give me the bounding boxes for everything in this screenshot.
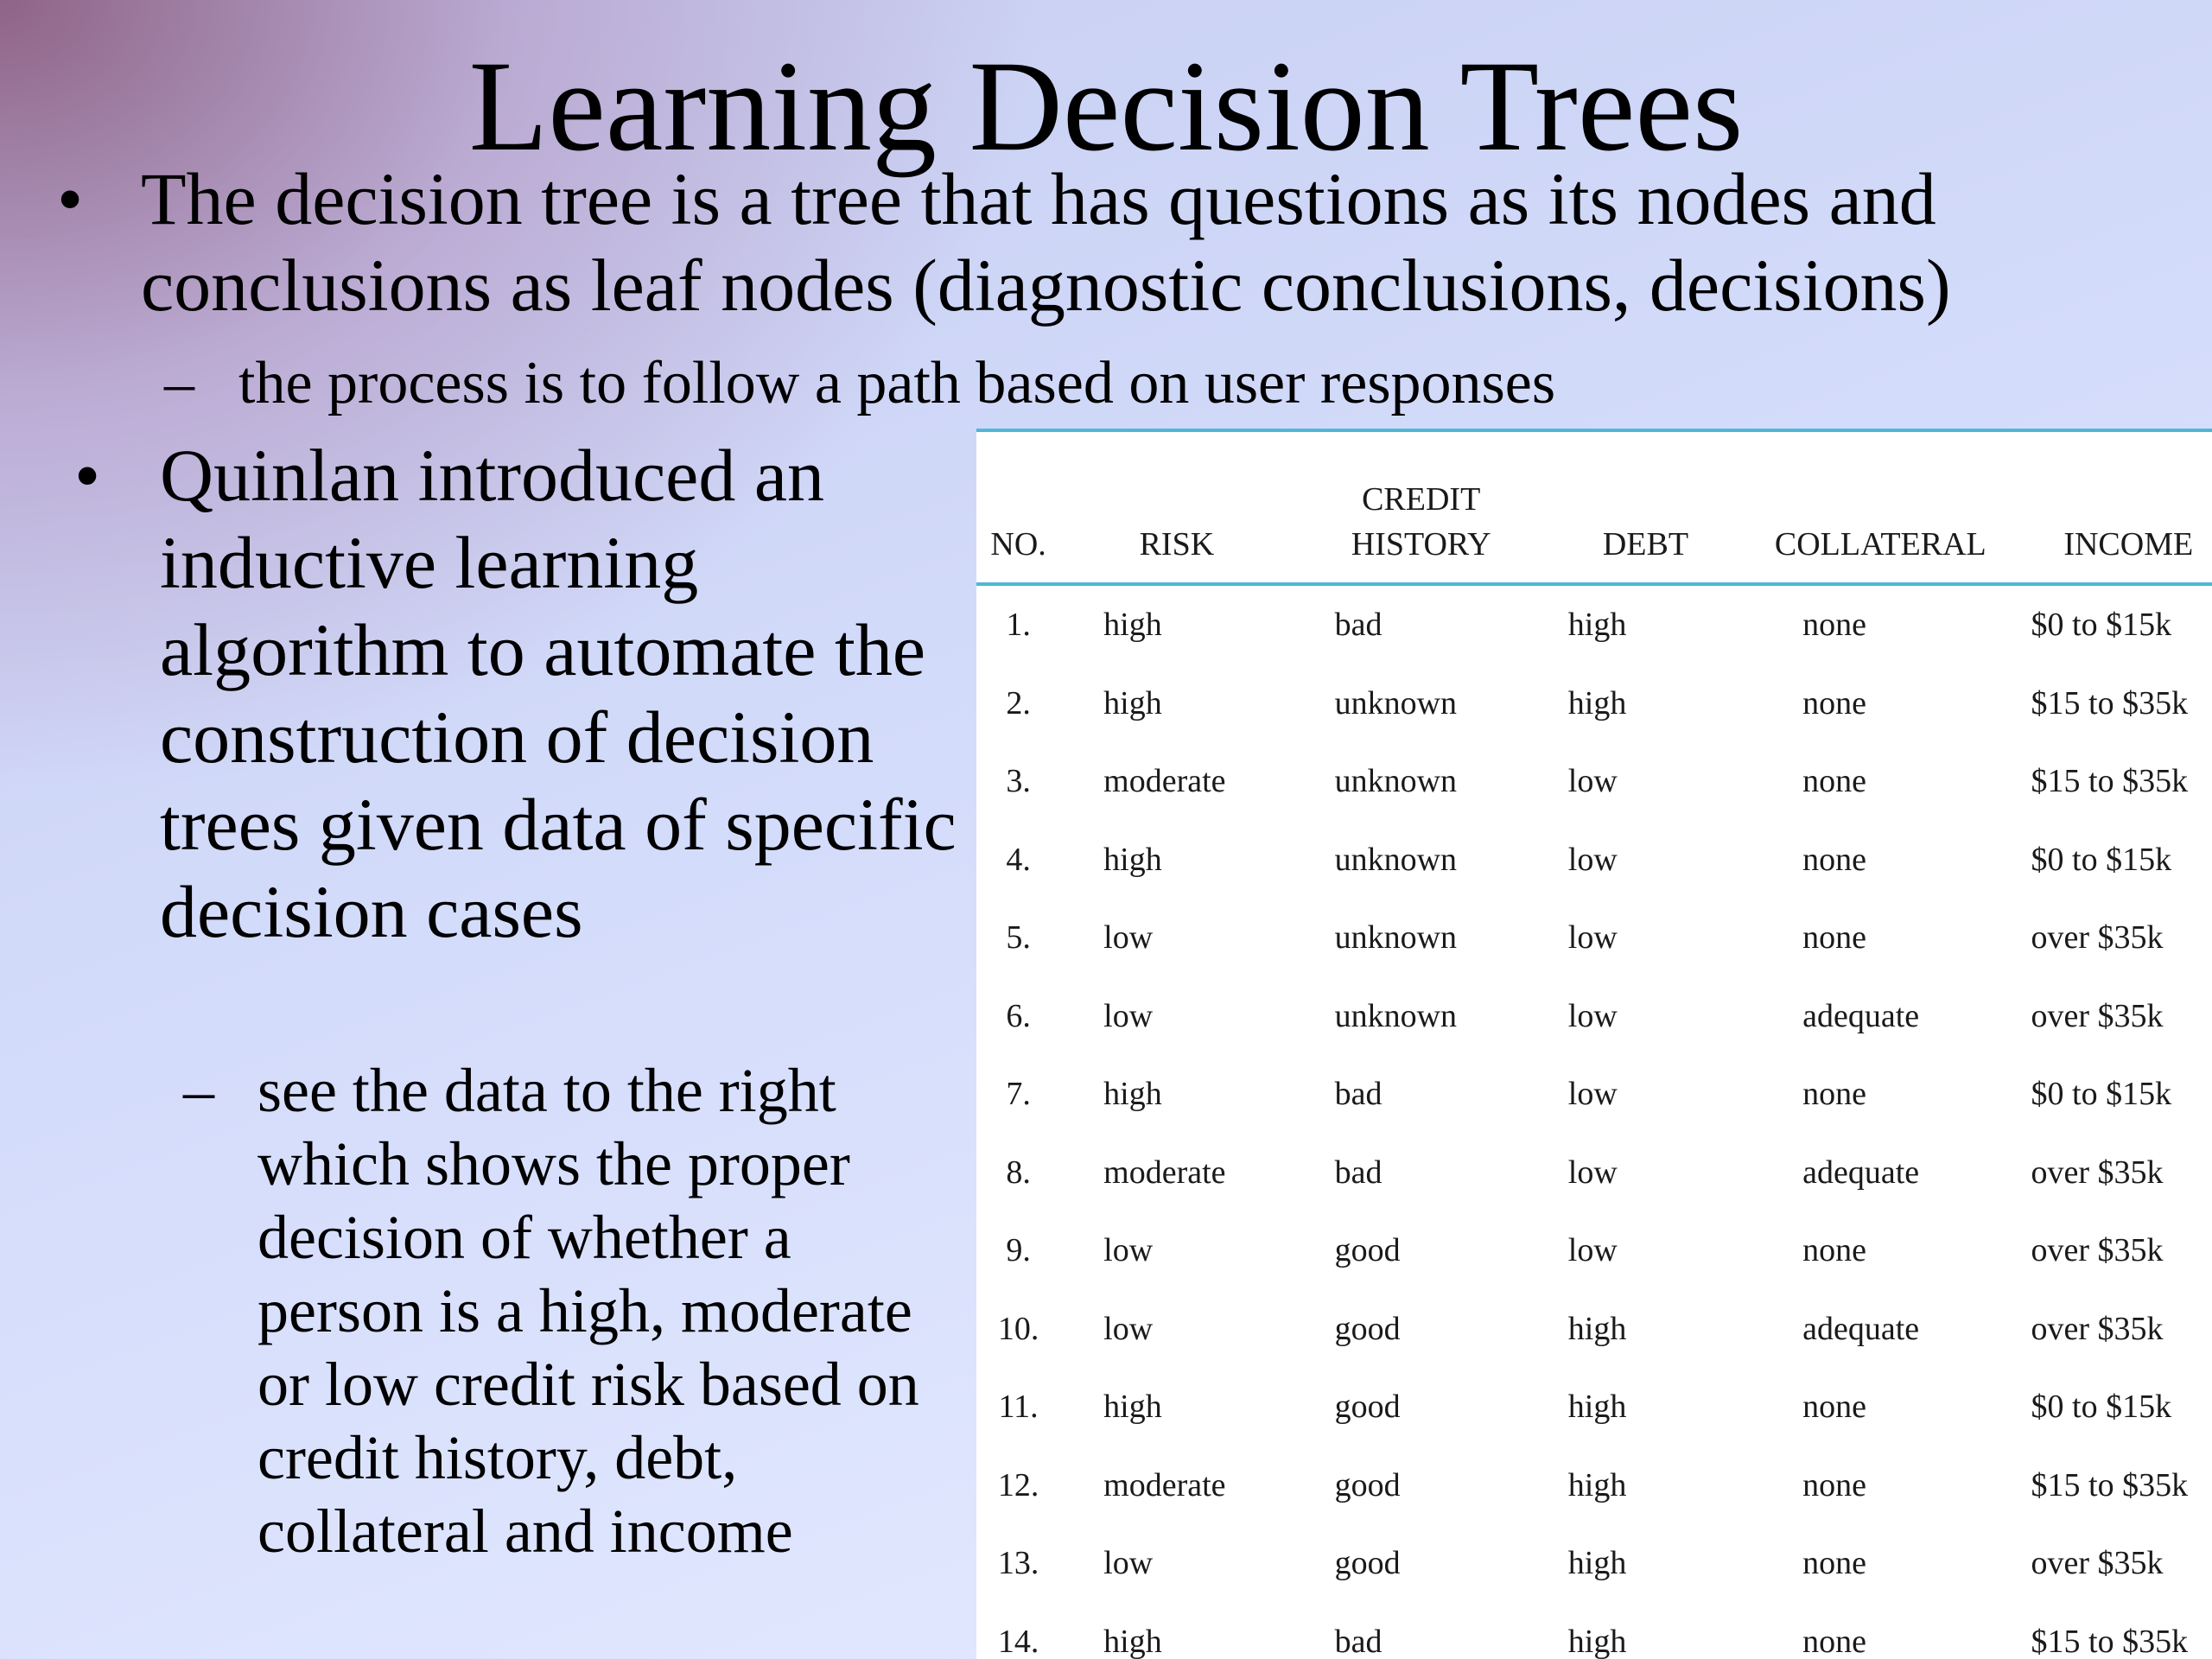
cell-collateral: none: [1802, 607, 1866, 644]
bullet-quinlan: Quinlan introduced an inductive learning algorithm to automate the construction of decision trees given data of specific decision cases: [160, 434, 957, 953]
header-credit-history-line1: CREDIT: [1362, 481, 1481, 518]
table-row: [976, 1446, 2212, 1525]
header-credit-history-line2: HISTORY: [1351, 526, 1491, 563]
cell-income: $15 to $35k: [2031, 1466, 2189, 1503]
cell-no: 7.: [1006, 1076, 1031, 1113]
cell-credit-history: good: [1334, 1466, 1401, 1503]
credit-risk-data-table: [976, 429, 2212, 1659]
cell-collateral: none: [1802, 1232, 1866, 1269]
cell-income: $0 to $15k: [2031, 841, 2172, 878]
cell-no: 12.: [997, 1466, 1039, 1503]
cell-risk: high: [1103, 1389, 1162, 1426]
cell-no: 1.: [1006, 607, 1031, 644]
cell-no: 6.: [1006, 997, 1031, 1034]
slide-title: Learning Decision Trees: [468, 35, 1744, 178]
table-row: [976, 1211, 2212, 1290]
cell-no: 14.: [997, 1623, 1039, 1659]
cell-collateral: none: [1802, 763, 1866, 800]
cell-no: 10.: [997, 1310, 1039, 1347]
table-row: [976, 1524, 2212, 1603]
cell-risk: low: [1103, 1232, 1154, 1269]
cell-credit-history: good: [1334, 1232, 1401, 1269]
cell-credit-history: bad: [1334, 1154, 1382, 1191]
table-row: [976, 1368, 2212, 1446]
cell-credit-history: good: [1334, 1545, 1401, 1582]
cell-income: $15 to $35k: [2031, 763, 2189, 800]
table-row: [976, 1290, 2212, 1369]
cell-risk: moderate: [1103, 1154, 1226, 1191]
cell-risk: high: [1103, 1076, 1162, 1113]
header-credit-history: [1294, 430, 1549, 584]
cell-income: over $35k: [2031, 1232, 2164, 1269]
header-no: NO.: [976, 430, 1060, 584]
cell-credit-history: unknown: [1334, 684, 1458, 721]
cell-credit-history: unknown: [1334, 841, 1458, 878]
sub-bullet-marker: –: [164, 350, 194, 416]
table-row: [976, 584, 2212, 664]
cell-income: over $35k: [2031, 1545, 2164, 1582]
cell-income: $0 to $15k: [2031, 1389, 2172, 1426]
table-row: [976, 977, 2212, 1056]
cell-income: over $35k: [2031, 1154, 2164, 1191]
cell-credit-history: unknown: [1334, 997, 1458, 1034]
cell-credit-history: good: [1334, 1389, 1401, 1426]
header-risk: RISK: [1060, 430, 1293, 584]
cell-debt: high: [1567, 1466, 1627, 1503]
header-debt: DEBT: [1549, 430, 1742, 584]
cell-credit-history: bad: [1334, 607, 1382, 644]
cell-collateral: adequate: [1802, 1310, 1920, 1347]
sub-bullet-marker: –: [183, 1056, 214, 1125]
cell-debt: low: [1567, 1232, 1618, 1269]
cell-risk: low: [1103, 997, 1154, 1034]
cell-collateral: none: [1802, 1389, 1866, 1426]
cell-no: 3.: [1006, 763, 1031, 800]
cell-collateral: none: [1802, 1466, 1866, 1503]
cell-credit-history: unknown: [1334, 919, 1458, 957]
cell-debt: high: [1567, 684, 1627, 721]
cell-no: 11.: [998, 1389, 1039, 1426]
cell-income: over $35k: [2031, 919, 2164, 957]
cell-income: $15 to $35k: [2031, 1623, 2189, 1659]
table-row: [976, 821, 2212, 899]
table-row: [976, 664, 2212, 743]
cell-risk: high: [1103, 607, 1162, 644]
cell-risk: high: [1103, 684, 1162, 721]
cell-debt: low: [1567, 841, 1618, 878]
cell-debt: low: [1567, 763, 1618, 800]
cell-debt: high: [1567, 1389, 1627, 1426]
cell-income: over $35k: [2031, 997, 2164, 1034]
cell-risk: low: [1103, 1545, 1154, 1582]
cell-collateral: none: [1802, 1623, 1866, 1659]
cell-debt: high: [1567, 1545, 1627, 1582]
cell-debt: low: [1567, 1154, 1618, 1191]
cell-credit-history: bad: [1334, 1076, 1382, 1113]
cell-risk: low: [1103, 1310, 1154, 1347]
table-row: [976, 1134, 2212, 1212]
cell-debt: high: [1567, 607, 1627, 644]
bullet-decision-tree-definition: The decision tree is a tree that has questions as its nodes and conclusions as leaf nodes (diagnostic conclusions, decisions): [141, 157, 1951, 327]
cell-collateral: none: [1802, 841, 1866, 878]
cell-income: over $35k: [2031, 1310, 2164, 1347]
cell-risk: low: [1103, 919, 1154, 957]
cell-no: 2.: [1006, 684, 1031, 721]
cell-collateral: adequate: [1802, 997, 1920, 1034]
cell-risk: moderate: [1103, 1466, 1226, 1503]
cell-credit-history: unknown: [1334, 763, 1458, 800]
table-header-row: [976, 430, 2212, 584]
header-collateral: COLLATERAL: [1742, 430, 2018, 584]
cell-risk: moderate: [1103, 763, 1226, 800]
cell-debt: low: [1567, 1076, 1618, 1113]
cell-debt: low: [1567, 919, 1618, 957]
cell-collateral: adequate: [1802, 1154, 1920, 1191]
cell-risk: high: [1103, 1623, 1162, 1659]
cell-debt: high: [1567, 1310, 1627, 1347]
cell-no: 4.: [1006, 841, 1031, 878]
cell-credit-history: good: [1334, 1310, 1401, 1347]
bullet-marker: •: [57, 157, 84, 240]
cell-collateral: none: [1802, 919, 1866, 957]
sub-bullet-process: the process is to follow a path based on user responses: [238, 350, 1556, 416]
cell-collateral: none: [1802, 684, 1866, 721]
cell-income: $0 to $15k: [2031, 607, 2172, 644]
cell-no: 8.: [1006, 1154, 1031, 1191]
cell-debt: high: [1567, 1623, 1627, 1659]
header-income: INCOME: [2019, 430, 2212, 584]
sub-bullet-data-description: see the data to the right which shows the proper decision of whether a person is a high, moderate or low credit risk based on credit history, debt, collateral and income: [257, 1056, 919, 1566]
table-row: [976, 899, 2212, 977]
cell-collateral: none: [1802, 1076, 1866, 1113]
cell-income: $0 to $15k: [2031, 1076, 2172, 1113]
bullet-marker: •: [74, 434, 101, 517]
cell-no: 9.: [1006, 1232, 1031, 1269]
table-row: [976, 1055, 2212, 1134]
cell-debt: low: [1567, 997, 1618, 1034]
cell-no: 13.: [997, 1545, 1039, 1582]
cell-income: $15 to $35k: [2031, 684, 2189, 721]
cell-collateral: none: [1802, 1545, 1866, 1582]
table-row: [976, 1603, 2212, 1659]
cell-risk: high: [1103, 841, 1162, 878]
cell-credit-history: bad: [1334, 1623, 1382, 1659]
cell-no: 5.: [1006, 919, 1031, 957]
table-row: [976, 742, 2212, 821]
